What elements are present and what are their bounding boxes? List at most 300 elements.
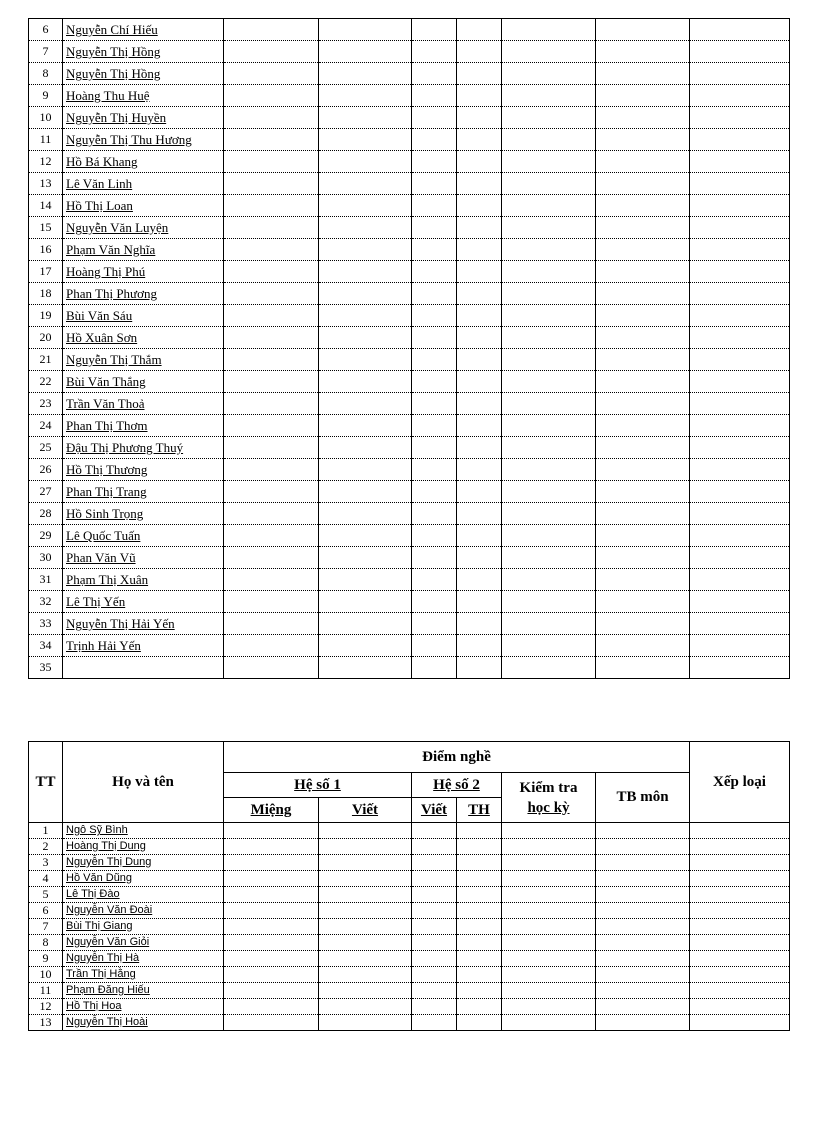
grade-cell — [319, 525, 412, 547]
grade-cell — [690, 503, 790, 525]
grade-cell — [224, 935, 319, 951]
header-hoc-ky: học kỳ — [527, 799, 570, 816]
grade-cell — [596, 217, 690, 239]
table-row — [29, 349, 790, 371]
header-he-so-1: Hệ số 1 — [224, 773, 412, 798]
grade-cell — [224, 855, 319, 871]
grade-cell — [502, 63, 596, 85]
grade-cell — [502, 41, 596, 63]
grade-cell — [502, 481, 596, 503]
grade-cell — [224, 305, 319, 327]
grade-cell — [690, 903, 790, 919]
grade-cell — [690, 349, 790, 371]
table-row — [29, 415, 790, 437]
grade-cell — [412, 283, 457, 305]
student-name: Nguyễn Văn Đoài — [63, 903, 224, 919]
grade-cell — [319, 151, 412, 173]
table-row — [29, 919, 790, 935]
grade-cell — [596, 19, 690, 41]
grade-cell — [412, 195, 457, 217]
grade-cell — [224, 503, 319, 525]
grade-cell — [596, 635, 690, 657]
grade-cell — [502, 173, 596, 195]
grade-cell — [412, 547, 457, 569]
grade-cell — [457, 239, 502, 261]
grade-cell — [690, 635, 790, 657]
row-number: 22 — [29, 371, 63, 393]
grade-cell — [319, 459, 412, 481]
student-name: Nguyễn Thị Thu Hương — [63, 129, 224, 151]
grade-cell — [319, 415, 412, 437]
grade-cell — [457, 855, 502, 871]
grade-cell — [412, 967, 457, 983]
grade-cell — [457, 547, 502, 569]
grade-cell — [224, 657, 319, 679]
grade-cell — [412, 239, 457, 261]
grade-cell — [412, 903, 457, 919]
grade-cell — [319, 613, 412, 635]
grade-cell — [596, 481, 690, 503]
table-row — [29, 503, 790, 525]
table-row — [29, 305, 790, 327]
table-row — [29, 283, 790, 305]
grade-cell — [412, 983, 457, 999]
row-number: 4 — [29, 871, 63, 887]
row-number: 23 — [29, 393, 63, 415]
grade-cell — [319, 129, 412, 151]
table-row — [29, 217, 790, 239]
grade-cell — [596, 951, 690, 967]
grade-cell — [224, 129, 319, 151]
grade-cell — [502, 591, 596, 613]
grade-cell — [502, 1015, 596, 1031]
grade-cell — [319, 393, 412, 415]
table-row — [29, 19, 790, 41]
grade-cell — [319, 283, 412, 305]
row-number: 34 — [29, 635, 63, 657]
grade-cell — [224, 525, 319, 547]
grade-cell — [224, 85, 319, 107]
grade-cell — [319, 839, 412, 855]
student-name: Lê Văn Linh — [63, 173, 224, 195]
grade-cell — [412, 613, 457, 635]
grade-cell — [457, 839, 502, 855]
grade-cell — [502, 839, 596, 855]
row-number: 30 — [29, 547, 63, 569]
grade-cell — [224, 261, 319, 283]
table-row — [29, 459, 790, 481]
grade-cell — [319, 569, 412, 591]
student-name: Hồ Thị Loan — [63, 195, 224, 217]
grade-cell — [319, 935, 412, 951]
grade-table-continued — [28, 18, 790, 679]
student-name: Bùi Thị Giang — [63, 919, 224, 935]
table-row — [29, 261, 790, 283]
grade-cell — [690, 107, 790, 129]
grade-cell — [224, 635, 319, 657]
student-name: Trịnh Hải Yến — [63, 635, 224, 657]
grade-cell — [690, 839, 790, 855]
grade-cell — [596, 591, 690, 613]
grade-cell — [690, 983, 790, 999]
grade-cell — [596, 261, 690, 283]
table-row — [29, 107, 790, 129]
grade-cell — [457, 525, 502, 547]
grade-cell — [412, 657, 457, 679]
grade-cell — [412, 327, 457, 349]
grade-cell — [412, 1015, 457, 1031]
student-name: Lê Quốc Tuấn — [63, 525, 224, 547]
grade-cell — [596, 999, 690, 1015]
row-number: 13 — [29, 1015, 63, 1031]
grade-cell — [690, 217, 790, 239]
grade-cell — [690, 239, 790, 261]
student-name: Đậu Thị Phương Thuý — [63, 437, 224, 459]
grade-cell — [412, 63, 457, 85]
student-name: Phan Thị Phương — [63, 283, 224, 305]
grade-cell — [457, 983, 502, 999]
grade-cell — [224, 239, 319, 261]
grade-cell — [412, 107, 457, 129]
student-name: Phạm Thị Xuân — [63, 569, 224, 591]
grade-cell — [690, 129, 790, 151]
grade-cell — [457, 591, 502, 613]
header-diem-nghe: Điểm nghề — [224, 742, 690, 773]
grade-cell — [319, 349, 412, 371]
grade-cell — [412, 823, 457, 839]
grade-cell — [457, 657, 502, 679]
grade-cell — [502, 129, 596, 151]
header-mieng: Miệng — [224, 798, 319, 823]
row-number: 19 — [29, 305, 63, 327]
grade-cell — [457, 967, 502, 983]
grade-cell — [224, 283, 319, 305]
grade-cell — [457, 823, 502, 839]
grade-cell — [224, 871, 319, 887]
grade-cell — [502, 547, 596, 569]
grade-cell — [502, 261, 596, 283]
student-name: Hồ Xuân Sơn — [63, 327, 224, 349]
grade-cell — [502, 19, 596, 41]
grade-cell — [457, 919, 502, 935]
grade-cell — [457, 349, 502, 371]
row-number: 9 — [29, 85, 63, 107]
row-number: 2 — [29, 839, 63, 855]
grade-cell — [224, 437, 319, 459]
grade-cell — [412, 305, 457, 327]
grade-cell — [224, 547, 319, 569]
row-number: 12 — [29, 151, 63, 173]
grade-cell — [690, 1015, 790, 1031]
grade-cell — [224, 999, 319, 1015]
table-row — [29, 1015, 790, 1031]
grade-cell — [224, 613, 319, 635]
grade-cell — [596, 283, 690, 305]
grade-cell — [596, 1015, 690, 1031]
grade-cell — [412, 871, 457, 887]
grade-cell — [412, 371, 457, 393]
grade-cell — [224, 823, 319, 839]
grade-cell — [224, 393, 319, 415]
student-name: Nguyễn Thị Thắm — [63, 349, 224, 371]
grade-cell — [412, 151, 457, 173]
grade-cell — [690, 999, 790, 1015]
row-number: 18 — [29, 283, 63, 305]
row-number: 7 — [29, 41, 63, 63]
grade-cell — [224, 839, 319, 855]
grade-cell — [412, 855, 457, 871]
grade-cell — [690, 951, 790, 967]
row-number: 21 — [29, 349, 63, 371]
row-number: 28 — [29, 503, 63, 525]
table-row — [29, 591, 790, 613]
student-name: Lê Thị Yến — [63, 591, 224, 613]
grade-cell — [319, 823, 412, 839]
grade-cell — [224, 19, 319, 41]
grade-cell — [596, 569, 690, 591]
grade-cell — [457, 999, 502, 1015]
grade-cell — [596, 887, 690, 903]
grade-cell — [502, 283, 596, 305]
student-name: Nguyễn Chí Hiếu — [63, 19, 224, 41]
student-name: Phan Thị Trang — [63, 481, 224, 503]
grade-cell — [502, 983, 596, 999]
grade-cell — [457, 503, 502, 525]
header-tb-mon: TB môn — [596, 773, 690, 823]
grade-cell — [224, 151, 319, 173]
grade-cell — [457, 371, 502, 393]
row-number: 10 — [29, 967, 63, 983]
grade-cell — [319, 85, 412, 107]
grade-cell — [319, 305, 412, 327]
grade-cell — [319, 1015, 412, 1031]
header-tt: TT — [29, 742, 63, 823]
grade-cell — [319, 41, 412, 63]
grade-cell — [502, 85, 596, 107]
grade-cell — [502, 371, 596, 393]
grade-cell — [319, 63, 412, 85]
table-row — [29, 525, 790, 547]
grade-cell — [690, 327, 790, 349]
grade-cell — [690, 283, 790, 305]
student-name: Nguyễn Thị Hà — [63, 951, 224, 967]
grade-cell — [596, 173, 690, 195]
grade-cell — [596, 41, 690, 63]
grade-cell — [690, 935, 790, 951]
grade-cell — [596, 855, 690, 871]
table-row — [29, 239, 790, 261]
student-name: Nguyễn Thị Hải Yến — [63, 613, 224, 635]
grade-cell — [502, 967, 596, 983]
grade-cell — [502, 217, 596, 239]
header-kiem-tra: Kiểm tra — [519, 779, 578, 796]
student-name: Hồ Sinh Trọng — [63, 503, 224, 525]
table-row — [29, 547, 790, 569]
grade-cell — [319, 635, 412, 657]
row-number: 16 — [29, 239, 63, 261]
row-number: 24 — [29, 415, 63, 437]
table-row — [29, 657, 790, 679]
grade-cell — [502, 903, 596, 919]
grade-cell — [502, 459, 596, 481]
student-name: Phạm Đăng Hiếu — [63, 983, 224, 999]
grade-cell — [457, 635, 502, 657]
student-name: Phan Thị Thơm — [63, 415, 224, 437]
grade-cell — [319, 871, 412, 887]
grade-cell — [319, 239, 412, 261]
table-row — [29, 327, 790, 349]
grade-cell — [596, 107, 690, 129]
row-number: 29 — [29, 525, 63, 547]
student-name: Hoàng Thị Dung — [63, 839, 224, 855]
grade-cell — [457, 217, 502, 239]
grade-cell — [457, 481, 502, 503]
grade-cell — [596, 983, 690, 999]
row-number: 17 — [29, 261, 63, 283]
row-number: 15 — [29, 217, 63, 239]
grade-cell — [457, 459, 502, 481]
grade-cell — [690, 63, 790, 85]
grade-cell — [690, 459, 790, 481]
student-name: Nguyễn Văn Giỏi — [63, 935, 224, 951]
student-name: Phan Văn Vũ — [63, 547, 224, 569]
grade-cell — [224, 983, 319, 999]
grade-cell — [690, 151, 790, 173]
header-xep-loai: Xếp loại — [690, 742, 790, 823]
grade-cell — [412, 935, 457, 951]
student-name: Nguyễn Văn Luyện — [63, 217, 224, 239]
grade-cell — [596, 371, 690, 393]
grade-cell — [502, 393, 596, 415]
grade-cell — [457, 1015, 502, 1031]
table-row — [29, 855, 790, 871]
row-number: 27 — [29, 481, 63, 503]
grade-cell — [319, 261, 412, 283]
grade-cell — [319, 107, 412, 129]
grade-cell — [502, 503, 596, 525]
grade-cell — [224, 327, 319, 349]
grade-cell — [412, 635, 457, 657]
row-number: 32 — [29, 591, 63, 613]
grade-cell — [596, 239, 690, 261]
grade-cell — [690, 591, 790, 613]
grade-cell — [690, 481, 790, 503]
grade-cell — [319, 983, 412, 999]
table-row — [29, 481, 790, 503]
grade-cell — [319, 481, 412, 503]
grade-cell — [596, 935, 690, 951]
table-row — [29, 569, 790, 591]
header-kiem-tra-hoc-ky — [502, 773, 596, 823]
grade-cell — [457, 283, 502, 305]
grade-cell — [457, 151, 502, 173]
grade-cell — [596, 129, 690, 151]
grade-cell — [457, 305, 502, 327]
grade-cell — [457, 19, 502, 41]
grade-cell — [319, 887, 412, 903]
grade-cell — [596, 327, 690, 349]
student-name: Hồ Thị Thương — [63, 459, 224, 481]
grade-cell — [596, 657, 690, 679]
grade-cell — [319, 371, 412, 393]
student-name: Nguyễn Thị Hồng — [63, 41, 224, 63]
grade-cell — [319, 437, 412, 459]
grade-cell — [502, 871, 596, 887]
grade-cell — [502, 151, 596, 173]
grade-cell — [412, 525, 457, 547]
grade-cell — [457, 415, 502, 437]
grade-cell — [412, 415, 457, 437]
grade-cell — [457, 327, 502, 349]
row-number: 1 — [29, 823, 63, 839]
grade-cell — [596, 63, 690, 85]
grade-cell — [319, 855, 412, 871]
row-number: 14 — [29, 195, 63, 217]
grade-cell — [319, 919, 412, 935]
grade-cell — [690, 525, 790, 547]
grade-cell — [690, 547, 790, 569]
grade-cell — [502, 855, 596, 871]
grade-cell — [412, 569, 457, 591]
table-row — [29, 393, 790, 415]
grade-cell — [690, 415, 790, 437]
grade-cell — [502, 613, 596, 635]
student-name: Hồ Bá Khang — [63, 151, 224, 173]
grade-cell — [502, 887, 596, 903]
grade-cell — [502, 349, 596, 371]
table-row — [29, 935, 790, 951]
grade-cell — [457, 261, 502, 283]
grade-cell — [224, 415, 319, 437]
grade-cell — [319, 951, 412, 967]
table-row — [29, 951, 790, 967]
header-th: TH — [457, 798, 502, 823]
table-row — [29, 903, 790, 919]
grade-cell — [412, 887, 457, 903]
grade-cell — [319, 217, 412, 239]
grade-cell — [596, 547, 690, 569]
grade-cell — [502, 415, 596, 437]
grade-cell — [412, 349, 457, 371]
grade-cell — [319, 547, 412, 569]
grade-cell — [224, 887, 319, 903]
grade-cell — [596, 305, 690, 327]
grade-table-new — [28, 823, 790, 1031]
student-name: Hồ Văn Dũng — [63, 871, 224, 887]
grade-cell — [690, 393, 790, 415]
student-name: Bùi Văn Sáu — [63, 305, 224, 327]
grade-cell — [457, 903, 502, 919]
grade-cell — [502, 305, 596, 327]
grade-cell — [502, 195, 596, 217]
grade-cell — [690, 195, 790, 217]
grade-cell — [224, 173, 319, 195]
grade-cell — [502, 635, 596, 657]
grade-cell — [457, 613, 502, 635]
row-number: 8 — [29, 935, 63, 951]
table-row — [29, 999, 790, 1015]
student-name: Ngô Sỹ Bình — [63, 823, 224, 839]
grade-cell — [596, 967, 690, 983]
grade-cell — [502, 437, 596, 459]
table-row — [29, 613, 790, 635]
grade-cell — [457, 129, 502, 151]
grade-cell — [412, 437, 457, 459]
row-number: 35 — [29, 657, 63, 679]
grade-cell — [319, 19, 412, 41]
grade-cell — [690, 371, 790, 393]
grade-cell — [457, 173, 502, 195]
